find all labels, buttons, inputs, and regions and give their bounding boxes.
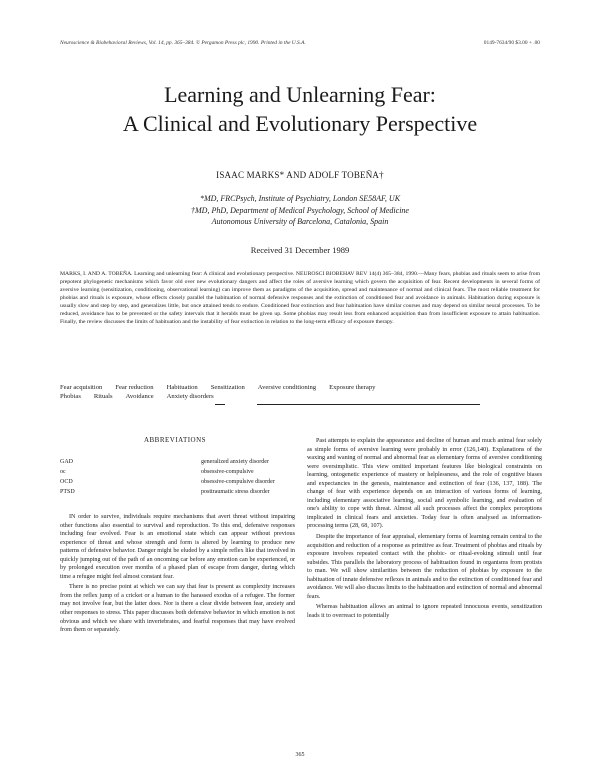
abstract: MARKS, I. AND A. TOBEÑA. Learning and unlearning fear: A clinical and evolutionary perspective. NEUROSCI BIOBEHAV REV 14(4) 365–384, 1990.—Many fears, phobias and rituals seem to arise from prepotent phylogenetic mechanisms which favor old over new evolutionary dangers and affect the roles of aversive learning which govern the acquisition of fear. Recent developments in several forms of aversive learning (sensitization, conditioning, observational learning) can improve them as paradigms of the acquisition, spread and maintenance of normal and clinical fears. The most reliable treatment for phobias and rituals is exposure, whose effects closely parallel the habituation of normal defensive responses and the extinction of conditioned fear and avoidance in animals. Habituation during exposure is usually slow and step by step, and generalizes little, but once attained tends to endure. Conditioned fear extinction and fear habituation have similar courses and may depend on similar neural processes. To be reduced, avoidance has to be prevented or the safety intervals that it heralds must be given up. Some phobias may result less from enhanced acquisition than from insufficient exposure to attain habituation. Finally, the review discusses the limits of habituation and the instability of fear extinction in relation to the long-term efficacy of exposure therapy. (60, 271, 540, 326)
keyword: Sensitization (210, 384, 245, 391)
keywords-line-2 (60, 392, 540, 401)
keywords-rule-short (215, 404, 225, 405)
body-right-column (307, 437, 542, 622)
keyword: Anxiety disorders (166, 393, 214, 400)
abbreviation: oc (60, 469, 66, 475)
title-line-1: Learning and Unlearning Fear: (164, 82, 436, 107)
keyword: Avoidance (125, 393, 154, 400)
abbreviations-title: ABBREVIATIONS (143, 436, 207, 444)
paragraph: IN order to survive, individuals require mechanisms that avert threat without impairing other functions also essential to survival and reproduction. To this end, defensive responses including fear evolved. Fear is an emotional state which can appear without previous experience of threat and whose strength and form is altered by learning to produce new patterns of defensive behavior. Danger might be eluded by a simple reflex like that involved in quickly jumping out of the path of an oncoming car before any emotion can be experienced, or by prolonged execution over months of a phased plan of escape from danger, during which time a refugee might feel almost constant fear. (60, 514, 295, 580)
abbreviation-meaning: posttraumatic stress disorder (201, 489, 270, 495)
keywords-rule-long (257, 404, 480, 405)
abbreviation: OCD (60, 479, 73, 485)
abbreviation-meaning: obsessive-compulsive (201, 469, 254, 475)
affiliation-3: Autonomous University of Barcelona, Catalonia, Spain (211, 217, 389, 226)
keyword: Habituation (166, 384, 198, 391)
paragraph: There is no precise point at which we can say that fear is present as complexity increases from the reflex jump of a cricket or a human to the harassed exodus of a refugee. The former may not involve fear, but the latter does. Nor is there a clear divide between fear, anxiety and other responses to stress. This paper discusses both defensive behavior in which emotion is not obvious and which we share with invertebrates, and fearful responses that may have evolved from them or separately. (60, 584, 295, 634)
keyword: Phobias (60, 393, 81, 400)
paragraph: Past attempts to explain the appearance and decline of human and much animal fear solely as simple forms of aversive learning were probably in error (126,140). Explanations of the waxing and waning of normal and abnormal fear as elementary forms of aversive conditioning were oversimplistic. This view omitted important features like biological constraints on learning, ontogenetic experience of mastery or helplessness, and the role of cognitive biases and expectancies in the genesis, maintenance and extinction of fear (136, 137, 188). The change of fear with experience depends on an interaction of various forms of learning, including elementary associative learning, social and symbolic learning, and evaluation of one's ability to cope with threat. Almost all such processes affect the complex perceptions implicated in clinical fears and anxieties. Today fear is often analysed as information-processing terms (28, 68, 107). (307, 438, 542, 530)
keyword: Fear reduction (115, 384, 154, 391)
paragraph: Whereas habituation allows an animal to ignore repeated innocuous events, sensitization leads it to overreact to potentially (307, 604, 542, 619)
affiliations (0, 193, 600, 228)
keyword: Exposure therapy (329, 384, 376, 391)
keyword: Fear acquisition (60, 384, 103, 391)
abbreviation-meaning: obsessive-compulsive disorder (201, 479, 275, 485)
abbreviation-meaning: generalized anxiety disorder (201, 459, 269, 465)
running-head (60, 40, 540, 46)
page-number: 365 (295, 752, 305, 758)
running-head-code: 0149-7634/90 $3.00 + .00 (483, 40, 540, 46)
paper-title (0, 80, 600, 138)
paragraph: Despite the importance of fear appraisal, elementary forms of learning remain central to the acquisition and reduction of a response as primitive as fear. Treatment of phobias and rituals by exposure involves repeated contact with the phobic- or ritual-evoking stimuli until fear subsides. This parallels the laboratory process of habituation found in organisms from protists to man. We will show similarities between the reduction of phobias by exposure to the habituation of innate defensive reflexes in animals and to the extinction of conditioned fear and avoidance. We will also discuss limits to the habituation and extinction of normal and abnormal fears. (307, 534, 542, 600)
received-date: Received 31 December 1989 (250, 245, 350, 255)
keywords-line-1 (60, 383, 540, 392)
abbreviation: PTSD (60, 489, 75, 495)
keywords (60, 383, 540, 401)
running-head-journal: Neuroscience & Biobehavioral Reviews, Vol. 14, pp. 365–384. © Pergamon Press plc, 1990. Printed in the U.S.A. (60, 40, 306, 46)
authors: ISAAC MARKS* AND ADOLF TOBEÑA† (216, 170, 384, 180)
abbreviation: GAD (60, 459, 73, 465)
keyword: Aversive conditioning (257, 384, 317, 391)
title-line-2: A Clinical and Evolutionary Perspective (122, 111, 478, 136)
body-left-column (60, 513, 295, 637)
keyword: Rituals (93, 393, 113, 400)
affiliation-2: †MD, PhD, Department of Medical Psychology, School of Medicine (191, 205, 409, 215)
affiliation-1: *MD, FRCPsych, Institute of Psychiatry, London SE58AF, UK (199, 194, 401, 203)
